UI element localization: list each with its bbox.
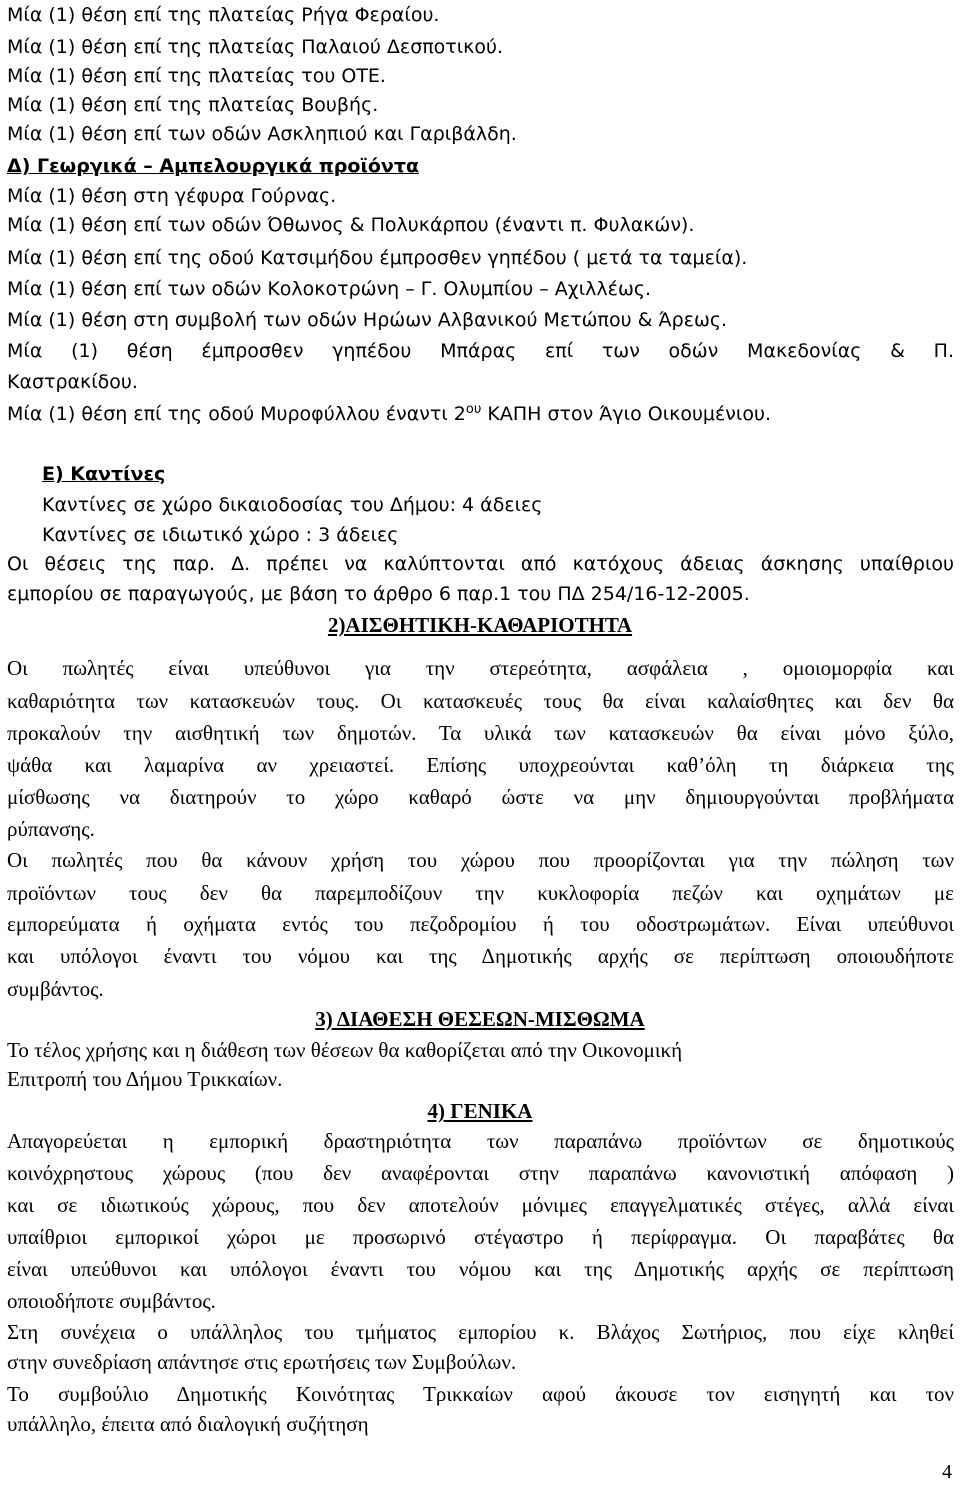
paragraph-line: προϊόντων τους δεν θα παρεμποδίζουν την κυκλοφορία πεζών και οχημάτων με xyxy=(7,881,954,905)
list-line: Μία (1) θέση επί των οδών Κολοκοτρώνη – Γ. Ολυμπίου – Αχιλλέως. xyxy=(7,278,652,300)
heading-aesthetics-cleanliness: 2)ΑΙΣΘΗΤΙΚΗ-ΚΑΘΑΡΙΟΤΗΤΑ xyxy=(327,613,633,637)
section-e-heading: Ε) Καντίνες xyxy=(42,463,166,485)
paragraph-line: μίσθωσης να διατηρούν το χώρο καθαρό ώστε να μην δημιουργούνται προβλήματα xyxy=(7,785,954,809)
list-line-justified: Μία (1) θέση έμπροσθεν γηπέδου Μπάρας επί των οδών Μακεδονίας & Π. xyxy=(7,340,954,362)
paragraph-line: Επιτροπή του Δήμου Τρικκαίων. xyxy=(7,1067,283,1091)
list-line: Μία (1) θέση επί της πλατείας Βουβής. xyxy=(7,94,379,116)
paragraph-line: Το τέλος χρήσης και η διάθεση των θέσεων θα καθορίζεται από την Οικονομική xyxy=(7,1038,683,1062)
list-line xyxy=(7,401,771,427)
heading-allocation-rent: 3) ΔΙΑΘΕΣΗ ΘΕΣΕΩΝ-ΜΙΣΘΩΜΑ xyxy=(315,1007,645,1031)
list-line-text: Μία (1) θέση επί της οδού Μυροφύλλου έναντι 2 xyxy=(7,403,466,425)
paragraph-line: Απαγορεύεται η εμπορική δραστηριότητα των παραπάνω προϊόντων σε δημοτικούς xyxy=(7,1129,954,1153)
list-line: Μία (1) θέση επί των οδών Ασκληπιού και Γαριβάλδη. xyxy=(7,123,517,145)
paragraph-line: προκαλούν την αισθητική των δημοτών. Τα υλικά των κατασκευών θα είναι μόνο ξύλο, xyxy=(7,721,954,745)
list-line-text: ΚΑΠΗ στον Άγιο Οικουμένιου. xyxy=(481,403,771,425)
superscript: ου xyxy=(465,402,482,417)
heading-general: 4) ΓΕΝΙΚΑ xyxy=(427,1099,533,1123)
section-e-line: Καντίνες σε χώρο δικαιοδοσίας του Δήμου: 4 άδειες xyxy=(42,494,543,516)
paragraph-line: Οι πωλητές που θα κάνουν χρήση του χώρου που προορίζονται για την πώληση των xyxy=(7,848,954,872)
list-line: Μία (1) θέση επί των οδών Όθωνος & Πολυκάρπου (έναντι π. Φυλακών). xyxy=(7,214,695,236)
list-line: Καστρακίδου. xyxy=(7,371,138,393)
paragraph-line: κοινόχρηστους χώρους (που δεν αναφέρονται στην παραπάνω κανονιστική απόφαση ) xyxy=(7,1161,954,1185)
paragraph-line: συμβάντος. xyxy=(7,977,104,1001)
paragraph-line: και υπόλογοι έναντι του νόμου και της Δημοτικής αρχής σε περίπτωση οποιουδήποτε xyxy=(7,944,954,968)
paragraph-line: καθαριότητα των κατασκευών τους. Οι κατασκευές τους θα είναι καλαίσθητες και δεν θα xyxy=(7,689,954,713)
paragraph-line: Στη συνέχεια ο υπάλληλος του τμήματος εμπορίου κ. Βλάχος Σωτήριος, που είχε κληθεί xyxy=(7,1320,954,1344)
section-e-paragraph-line: εμπορίου σε παραγωγούς, με βάση το άρθρο 6 παρ.1 του ΠΔ 254/16-12-2005. xyxy=(7,583,750,605)
list-line: Μία (1) θέση στη συμβολή των οδών Ηρώων Αλβανικού Μετώπου & Άρεως. xyxy=(7,309,728,331)
paragraph-line: στην συνεδρίαση απάντησε στις ερωτήσεις των Συμβούλων. xyxy=(7,1350,517,1374)
paragraph-line: είναι υπεύθυνοι και υπόλογοι έναντι του νόμου και της Δημοτικής αρχής σε περίπτωση xyxy=(7,1257,954,1281)
list-line: Μία (1) θέση επί της πλατείας Ρήγα Φεραίου. xyxy=(7,4,440,26)
list-line: Μία (1) θέση επί της πλατείας Παλαιού Δεσποτικού. xyxy=(7,36,504,58)
paragraph-line: οποιοδήποτε συμβάντος. xyxy=(7,1289,216,1313)
paragraph-line: και σε ιδιωτικούς χώρους, που δεν αποτελούν μόνιμες επαγγελματικές στέγες, αλλά είναι xyxy=(7,1193,954,1217)
paragraph-line: Οι πωλητές είναι υπεύθυνοι για την στερεότητα, ασφάλεια , ομοιομορφία και xyxy=(7,656,954,680)
section-d-heading: Δ) Γεωργικά – Αμπελουργικά προϊόντα xyxy=(7,155,419,177)
paragraph-line: ψάθα και λαμαρίνα αν χρειαστεί. Επίσης υποχρεούνται καθ’όλη τη διάρκεια της xyxy=(7,753,954,777)
paragraph-line: εμπορεύματα ή οχήματα εντός του πεζοδρομίου ή του οδοστρωμάτων. Είναι υπεύθυνοι xyxy=(7,912,954,936)
list-line: Μία (1) θέση επί της οδού Κατσιμήδου έμπροσθεν γηπέδου ( μετά τα ταμεία). xyxy=(7,247,748,269)
paragraph-line: Το συμβούλιο Δημοτικής Κοινότητας Τρικκαίων αφού άκουσε τον εισηγητή και τον xyxy=(7,1382,954,1406)
paragraph-line: ρύπανσης. xyxy=(7,817,95,841)
paragraph-line: υπάλληλο, έπειτα από διαλογική συζήτηση xyxy=(7,1412,369,1436)
section-e-line: Καντίνες σε ιδιωτικό χώρο : 3 άδειες xyxy=(42,524,399,546)
section-e-paragraph-line: Οι θέσεις της παρ. Δ. πρέπει να καλύπτονται από κατόχους άδειας άσκησης υπαίθριου xyxy=(7,553,954,575)
list-line: Μία (1) θέση επί της πλατείας του ΟΤΕ. xyxy=(7,65,386,87)
page-number: 4 xyxy=(942,1461,952,1483)
list-line: Μία (1) θέση στη γέφυρα Γούρνας. xyxy=(7,185,337,207)
paragraph-line: υπαίθριοι εμπορικοί χώροι με προσωρινό στέγαστρο ή περίφραγμα. Οι παραβάτες θα xyxy=(7,1225,954,1249)
